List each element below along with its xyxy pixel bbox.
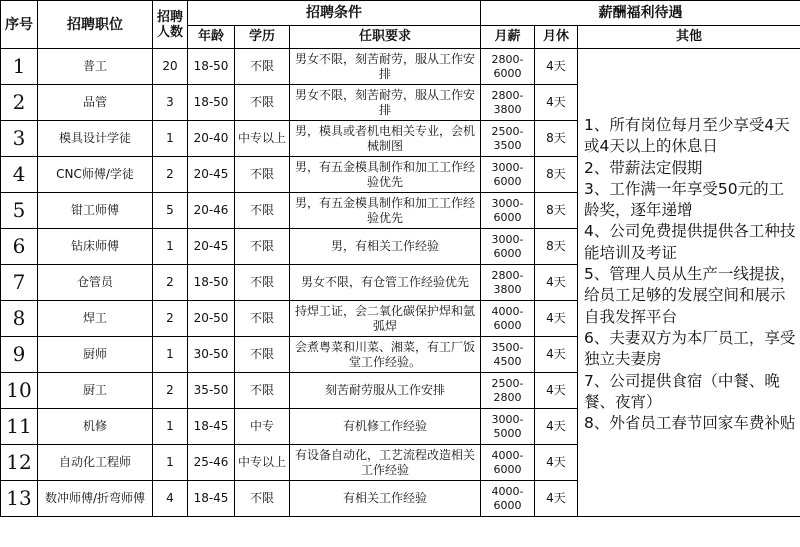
cell-age: 18-45: [188, 481, 235, 517]
cell-rest: 8天: [535, 121, 578, 157]
cell-seq: 5: [1, 193, 38, 229]
cell-seq: 11: [1, 409, 38, 445]
cell-seq: 10: [1, 373, 38, 409]
cell-salary: 2800-3800: [481, 85, 535, 121]
cell-position: 数冲师傅/折弯师傅: [38, 481, 153, 517]
cell-requirements: 男，有五金模具制作和加工工作经验优先: [290, 157, 481, 193]
cell-position: 普工: [38, 49, 153, 85]
cell-education: 不限: [235, 265, 290, 301]
cell-education: 不限: [235, 193, 290, 229]
cell-count: 5: [153, 193, 188, 229]
cell-position: CNC师傅/学徒: [38, 157, 153, 193]
cell-rest: 4天: [535, 373, 578, 409]
cell-salary: 4000-6000: [481, 481, 535, 517]
cell-requirements: 刻苦耐劳服从工作安排: [290, 373, 481, 409]
cell-position: 仓管员: [38, 265, 153, 301]
cell-count: 1: [153, 229, 188, 265]
cell-rest: 4天: [535, 409, 578, 445]
header-requirements: 任职要求: [290, 26, 481, 49]
cell-salary: 3000-5000: [481, 409, 535, 445]
cell-count: 1: [153, 337, 188, 373]
cell-salary: 3500-4500: [481, 337, 535, 373]
cell-education: 中专以上: [235, 121, 290, 157]
cell-count: 4: [153, 481, 188, 517]
cell-requirements: 有相关工作经验: [290, 481, 481, 517]
cell-requirements: 有设备自动化，工艺流程改造相关工作经验: [290, 445, 481, 481]
cell-salary: 2500-3500: [481, 121, 535, 157]
cell-seq: 2: [1, 85, 38, 121]
cell-education: 中专以上: [235, 445, 290, 481]
cell-seq: 7: [1, 265, 38, 301]
cell-salary: 4000-6000: [481, 301, 535, 337]
header-rest: 月休: [535, 26, 578, 49]
cell-seq: 8: [1, 301, 38, 337]
cell-salary: 2500-2800: [481, 373, 535, 409]
cell-seq: 12: [1, 445, 38, 481]
header-age: 年龄: [188, 26, 235, 49]
cell-salary: 3000-6000: [481, 229, 535, 265]
cell-education: 不限: [235, 337, 290, 373]
cell-requirements: 男女不限，有仓管工作经验优先: [290, 265, 481, 301]
header-salary: 月薪: [481, 26, 535, 49]
cell-requirements: 男，模具或者机电相关专业，会机械制图: [290, 121, 481, 157]
cell-position: 自动化工程师: [38, 445, 153, 481]
cell-age: 20-45: [188, 229, 235, 265]
cell-position: 钳工师傅: [38, 193, 153, 229]
header-count: 招聘人数: [153, 1, 188, 49]
header-other: 其他: [578, 26, 800, 49]
cell-education: 不限: [235, 157, 290, 193]
cell-requirements: 会煮粤菜和川菜、湘菜，有工厂饭堂工作经验。: [290, 337, 481, 373]
cell-education: 不限: [235, 373, 290, 409]
cell-position: 焊工: [38, 301, 153, 337]
cell-salary: 4000-6000: [481, 445, 535, 481]
cell-seq: 6: [1, 229, 38, 265]
cell-education: 不限: [235, 229, 290, 265]
cell-count: 2: [153, 373, 188, 409]
cell-seq: 3: [1, 121, 38, 157]
cell-rest: 8天: [535, 157, 578, 193]
cell-seq: 9: [1, 337, 38, 373]
table-row: [1, 49, 800, 85]
cell-rest: 4天: [535, 445, 578, 481]
cell-requirements: 有机修工作经验: [290, 409, 481, 445]
cell-seq: 13: [1, 481, 38, 517]
cell-count: 1: [153, 409, 188, 445]
cell-salary: 2800-6000: [481, 49, 535, 85]
cell-age: 30-50: [188, 337, 235, 373]
cell-position: 品管: [38, 85, 153, 121]
cell-count: 2: [153, 157, 188, 193]
cell-education: 不限: [235, 301, 290, 337]
cell-count: 2: [153, 301, 188, 337]
cell-age: 18-50: [188, 49, 235, 85]
cell-salary: 3000-6000: [481, 157, 535, 193]
cell-salary: 3000-6000: [481, 193, 535, 229]
cell-seq: 4: [1, 157, 38, 193]
cell-requirements: 男女不限，刻苦耐劳，服从工作安排: [290, 49, 481, 85]
header-benefits: 薪酬福利待遇: [481, 1, 800, 26]
cell-count: 3: [153, 85, 188, 121]
cell-requirements: 男，有相关工作经验: [290, 229, 481, 265]
cell-rest: 4天: [535, 301, 578, 337]
cell-position: 模具设计学徒: [38, 121, 153, 157]
cell-age: 18-45: [188, 409, 235, 445]
cell-position: 厨工: [38, 373, 153, 409]
cell-position: 钻床师傅: [38, 229, 153, 265]
cell-count: 1: [153, 121, 188, 157]
header-position: 招聘职位: [38, 1, 153, 49]
cell-age: 18-50: [188, 265, 235, 301]
cell-rest: 4天: [535, 85, 578, 121]
cell-age: 20-46: [188, 193, 235, 229]
cell-education: 不限: [235, 85, 290, 121]
cell-age: 35-50: [188, 373, 235, 409]
cell-rest: 4天: [535, 337, 578, 373]
header-seq: 序号: [1, 1, 38, 49]
cell-age: 20-50: [188, 301, 235, 337]
cell-age: 20-40: [188, 121, 235, 157]
cell-rest: 8天: [535, 193, 578, 229]
header-education: 学历: [235, 26, 290, 49]
cell-age: 18-50: [188, 85, 235, 121]
header-conditions: 招聘条件: [188, 1, 481, 26]
cell-seq: 1: [1, 49, 38, 85]
cell-education: 中专: [235, 409, 290, 445]
cell-age: 25-46: [188, 445, 235, 481]
cell-count: 2: [153, 265, 188, 301]
cell-age: 20-45: [188, 157, 235, 193]
cell-rest: 4天: [535, 481, 578, 517]
cell-count: 1: [153, 445, 188, 481]
other-benefits-text: 1、所有岗位每月至少享受4天或4天以上的休息日 2、带薪法定假期 3、工作满一年享受50元的工龄奖，逐年递增 4、公司免费提供提供各工种技能培训及考证 5、管理人员从生产一线提拔，给员工足够的发展空间和展示自我发挥平台 6、夫妻双方为本厂员工，享受独立夫妻房 7、公司提供食宿（中餐、晚餐、夜宵） 8、外省员工春节回家车费补贴: [578, 49, 800, 517]
cell-position: 厨师: [38, 337, 153, 373]
cell-requirements: 持焊工证，会二氧化碳保护焊和氩弧焊: [290, 301, 481, 337]
cell-requirements: 男，有五金模具制作和加工工作经验优先: [290, 193, 481, 229]
cell-education: 不限: [235, 49, 290, 85]
cell-position: 机修: [38, 409, 153, 445]
cell-rest: 4天: [535, 49, 578, 85]
cell-education: 不限: [235, 481, 290, 517]
cell-rest: 8天: [535, 229, 578, 265]
cell-count: 20: [153, 49, 188, 85]
cell-requirements: 男女不限，刻苦耐劳，服从工作安排: [290, 85, 481, 121]
cell-rest: 4天: [535, 265, 578, 301]
cell-salary: 2800-3800: [481, 265, 535, 301]
